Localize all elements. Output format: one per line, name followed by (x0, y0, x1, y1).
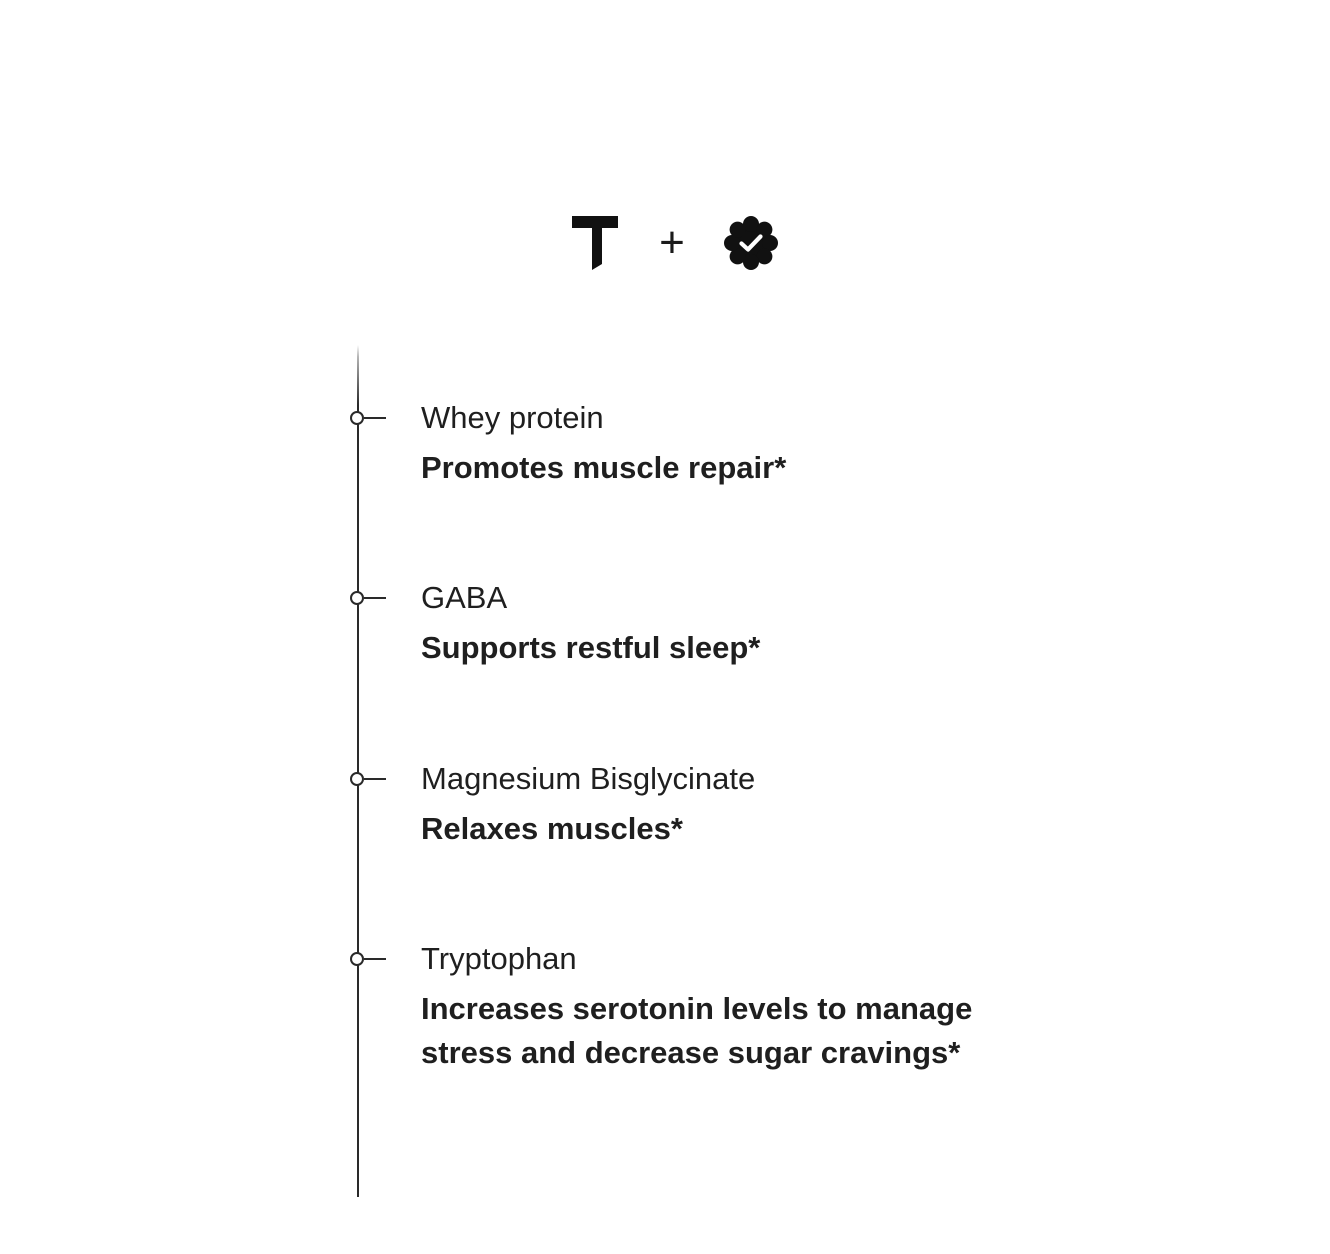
timeline-tick (364, 417, 386, 419)
timeline-node (350, 952, 364, 966)
ingredient-name: Whey protein (421, 400, 604, 435)
verified-badge-icon (724, 216, 778, 270)
timeline-rail (357, 345, 359, 1197)
timeline-node (350, 591, 364, 605)
ingredient-name: Magnesium Bisglycinate (421, 761, 756, 796)
timeline-tick (364, 778, 386, 780)
timeline-node (350, 411, 364, 425)
ingredient-benefit: Increases serotonin levels to manage stress and decrease sugar cravings* (421, 991, 973, 1070)
plus-separator: + (659, 218, 685, 267)
ingredient-benefit: Supports restful sleep* (421, 630, 761, 665)
ingredient-benefit: Relaxes muscles* (421, 811, 683, 846)
timeline-tick (364, 597, 386, 599)
brand-header (570, 212, 784, 274)
timeline-tick (364, 958, 386, 960)
t-logo-icon (570, 212, 622, 272)
ingredient-benefit: Promotes muscle repair* (421, 450, 787, 485)
ingredient-timeline (340, 345, 1060, 1197)
ingredient-name: Tryptophan (421, 941, 577, 976)
ingredient-name: GABA (421, 580, 508, 615)
timeline-node (350, 772, 364, 786)
